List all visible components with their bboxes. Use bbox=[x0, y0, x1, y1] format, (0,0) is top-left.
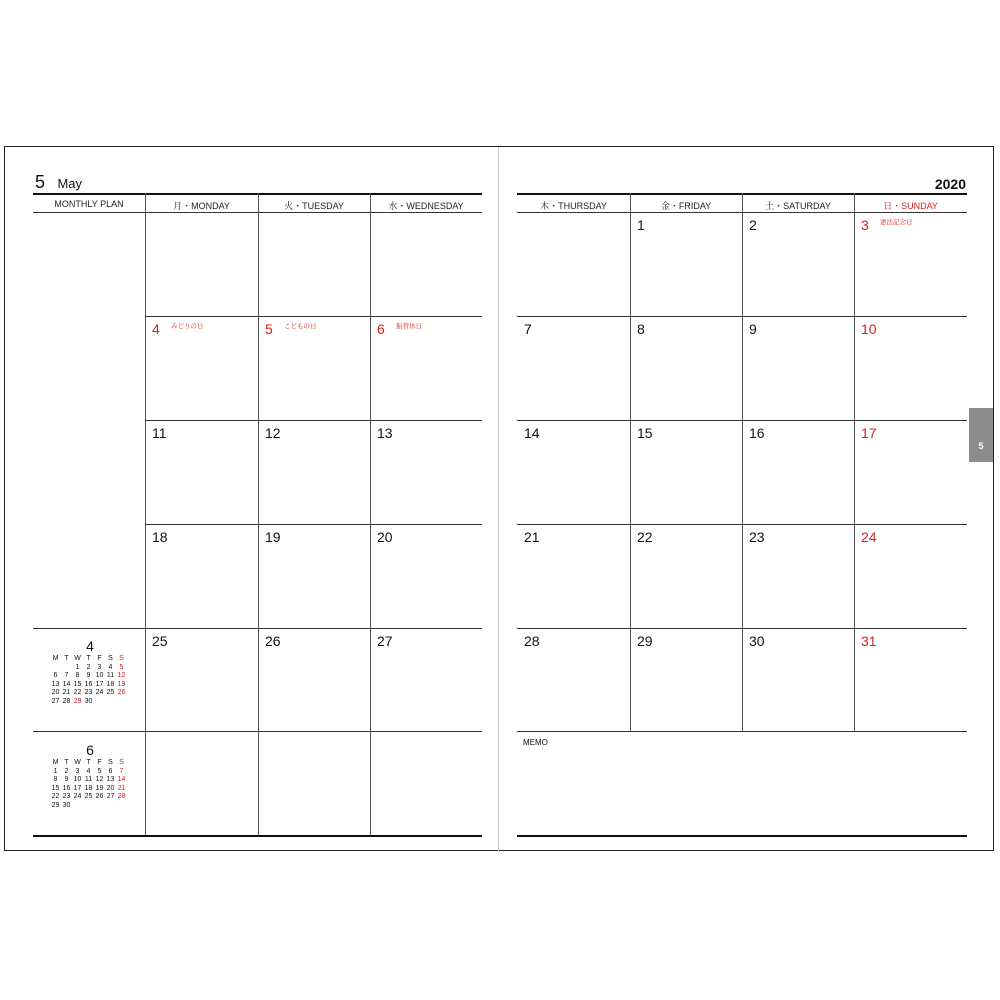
day-cell[interactable] bbox=[742, 524, 854, 628]
day-number: 22 bbox=[637, 529, 653, 545]
day-cell[interactable] bbox=[742, 628, 854, 731]
weekday-header: 土・SATURDAY bbox=[765, 201, 831, 211]
mini-day bbox=[105, 698, 116, 707]
mini-day: 23 bbox=[84, 689, 93, 697]
day-cell[interactable] bbox=[145, 628, 258, 731]
mini-weekday: T bbox=[86, 655, 91, 662]
day-cell[interactable] bbox=[854, 420, 967, 524]
day-cell[interactable] bbox=[517, 212, 630, 316]
month-index-tab[interactable] bbox=[969, 408, 993, 462]
day-number: 7 bbox=[524, 321, 532, 337]
day-cell[interactable] bbox=[145, 731, 258, 835]
mini-day: 6 bbox=[53, 672, 58, 680]
mini-weekday: W bbox=[74, 655, 81, 662]
day-cell[interactable] bbox=[145, 420, 258, 524]
day-cell[interactable] bbox=[742, 316, 854, 420]
mini-day: 30 bbox=[62, 801, 71, 809]
mini-day: 27 bbox=[51, 697, 60, 705]
mini-day: 26 bbox=[95, 793, 104, 801]
mini-day: 29 bbox=[73, 697, 82, 705]
mini-weekday: F bbox=[97, 655, 102, 662]
day-cell[interactable] bbox=[854, 524, 967, 628]
day-number: 20 bbox=[377, 529, 393, 545]
day-cell[interactable] bbox=[370, 731, 482, 835]
day-cell[interactable] bbox=[630, 628, 742, 731]
mini-calendar bbox=[50, 742, 130, 811]
day-cell[interactable] bbox=[517, 316, 630, 420]
mini-day: 12 bbox=[95, 776, 104, 784]
mini-day: 19 bbox=[117, 680, 126, 688]
mini-day bbox=[94, 698, 105, 707]
day-cell[interactable] bbox=[370, 628, 482, 731]
mini-day: 4 bbox=[108, 663, 113, 671]
weekday-header: 金・FRIDAY bbox=[660, 201, 712, 211]
day-cell[interactable] bbox=[854, 316, 967, 420]
mini-weekday: T bbox=[86, 759, 91, 766]
mini-day: 11 bbox=[106, 672, 115, 680]
mini-day: 18 bbox=[106, 680, 115, 688]
plan-divider bbox=[33, 628, 145, 629]
mini-day: 14 bbox=[117, 776, 126, 784]
day-cell[interactable] bbox=[517, 524, 630, 628]
day-number: 1 bbox=[637, 217, 645, 233]
mini-day bbox=[83, 802, 94, 811]
mini-day: 26 bbox=[117, 689, 126, 697]
mini-day: 21 bbox=[117, 784, 126, 792]
plan-divider bbox=[33, 731, 145, 732]
mini-day: 3 bbox=[75, 767, 80, 775]
day-number: 21 bbox=[524, 529, 540, 545]
day-number: 30 bbox=[749, 633, 765, 649]
mini-day: 22 bbox=[51, 793, 60, 801]
day-number: 16 bbox=[749, 425, 765, 441]
mini-day: 13 bbox=[51, 680, 60, 688]
day-cell[interactable] bbox=[370, 420, 482, 524]
mini-day bbox=[72, 802, 83, 811]
mini-day: 7 bbox=[119, 767, 124, 775]
holiday-name: 憲法記念日 bbox=[880, 219, 913, 226]
day-number: 23 bbox=[749, 529, 765, 545]
weekday-header: 日・SUNDAY bbox=[883, 201, 938, 211]
day-cell[interactable] bbox=[258, 212, 370, 316]
day-cell[interactable] bbox=[258, 524, 370, 628]
day-number: 28 bbox=[524, 633, 540, 649]
mini-day: 28 bbox=[62, 697, 71, 705]
mini-day: 4 bbox=[86, 767, 91, 775]
day-number: 5 bbox=[265, 321, 273, 337]
mini-weekday: S bbox=[108, 655, 113, 662]
mini-day: 21 bbox=[62, 689, 71, 697]
mini-day bbox=[105, 802, 116, 811]
mini-weekday: T bbox=[64, 655, 69, 662]
mini-weekday: M bbox=[52, 655, 59, 662]
day-cell[interactable] bbox=[258, 316, 370, 420]
mini-day: 9 bbox=[86, 672, 91, 680]
day-number: 8 bbox=[637, 321, 645, 337]
year-label: 2020 bbox=[934, 176, 966, 192]
day-cell[interactable] bbox=[630, 212, 742, 316]
month-index-tab-label: 5 bbox=[978, 441, 984, 451]
day-cell[interactable] bbox=[370, 212, 482, 316]
day-number: 13 bbox=[377, 425, 393, 441]
mini-calendar-table bbox=[50, 759, 127, 811]
month-number: 5 bbox=[35, 172, 46, 192]
day-number: 17 bbox=[861, 425, 877, 441]
weekday-header: 火・TUESDAY bbox=[284, 201, 344, 211]
weekday-header: 木・THURSDAY bbox=[540, 201, 607, 211]
mini-calendar-table bbox=[50, 655, 127, 707]
month-name: May bbox=[57, 176, 83, 191]
mini-weekday: S bbox=[119, 759, 124, 766]
mini-day: 13 bbox=[106, 776, 115, 784]
day-cell[interactable] bbox=[258, 731, 370, 835]
day-number: 19 bbox=[265, 529, 281, 545]
mini-day: 3 bbox=[97, 663, 102, 671]
mini-day bbox=[50, 664, 61, 673]
mini-day: 19 bbox=[95, 784, 104, 792]
mini-day: 10 bbox=[95, 672, 104, 680]
mini-day: 27 bbox=[106, 793, 115, 801]
day-cell[interactable] bbox=[630, 524, 742, 628]
holiday-name: みどりの日 bbox=[171, 323, 204, 330]
mini-day: 9 bbox=[64, 776, 69, 784]
mini-day: 16 bbox=[62, 784, 71, 792]
mini-day: 16 bbox=[84, 680, 93, 688]
mini-day: 17 bbox=[95, 680, 104, 688]
mini-day: 23 bbox=[62, 793, 71, 801]
mini-day: 18 bbox=[84, 784, 93, 792]
day-cell[interactable] bbox=[854, 212, 967, 316]
day-cell[interactable] bbox=[742, 212, 854, 316]
monthly-plan-header: MONTHLY PLAN bbox=[54, 199, 124, 209]
holiday-name: こどもの日 bbox=[284, 323, 317, 330]
mini-day bbox=[94, 802, 105, 811]
mini-day: 5 bbox=[119, 663, 124, 671]
mini-day: 1 bbox=[53, 767, 58, 775]
memo-label: MEMO bbox=[523, 738, 548, 747]
mini-day: 2 bbox=[64, 767, 69, 775]
mini-day: 2 bbox=[86, 663, 91, 671]
day-cell[interactable] bbox=[370, 316, 482, 420]
right-bottom-rule bbox=[517, 835, 967, 837]
mini-day bbox=[116, 698, 127, 707]
mini-calendar bbox=[50, 638, 130, 707]
mini-weekday: M bbox=[52, 759, 59, 766]
day-number: 27 bbox=[377, 633, 393, 649]
left-bottom-rule bbox=[33, 835, 482, 837]
mini-day bbox=[61, 664, 72, 673]
day-number: 26 bbox=[265, 633, 281, 649]
day-number: 10 bbox=[861, 321, 877, 337]
day-number: 24 bbox=[861, 529, 877, 545]
day-cell[interactable] bbox=[630, 316, 742, 420]
mini-day: 10 bbox=[73, 776, 82, 784]
weekday-header: 水・WEDNESDAY bbox=[388, 201, 464, 211]
mini-day: 15 bbox=[51, 784, 60, 792]
day-cell[interactable] bbox=[145, 316, 258, 420]
mini-day: 14 bbox=[62, 680, 71, 688]
mini-day: 29 bbox=[51, 801, 60, 809]
mini-day: 8 bbox=[75, 672, 80, 680]
day-number: 11 bbox=[152, 425, 167, 441]
weekday-header: 月・MONDAY bbox=[173, 201, 230, 211]
day-number: 31 bbox=[861, 633, 877, 649]
mini-weekday: S bbox=[119, 655, 124, 662]
day-number: 2 bbox=[749, 217, 757, 233]
mini-day: 25 bbox=[106, 689, 115, 697]
page-spine bbox=[498, 147, 499, 851]
day-number: 15 bbox=[637, 425, 653, 441]
mini-day: 24 bbox=[73, 793, 82, 801]
mini-day: 17 bbox=[73, 784, 82, 792]
holiday-name: 振替休日 bbox=[396, 323, 422, 330]
mini-day: 15 bbox=[73, 680, 82, 688]
day-cell[interactable] bbox=[630, 420, 742, 524]
mini-weekday: S bbox=[108, 759, 113, 766]
day-number: 25 bbox=[152, 633, 168, 649]
day-cell[interactable] bbox=[145, 212, 258, 316]
mini-day: 8 bbox=[53, 776, 58, 784]
day-cell[interactable] bbox=[145, 524, 258, 628]
mini-day: 20 bbox=[106, 784, 115, 792]
day-cell[interactable] bbox=[258, 628, 370, 731]
mini-day: 6 bbox=[108, 767, 113, 775]
mini-day: 1 bbox=[75, 663, 80, 671]
day-number: 4 bbox=[152, 321, 160, 337]
mini-day: 7 bbox=[64, 672, 69, 680]
mini-day: 20 bbox=[51, 689, 60, 697]
mini-day: 30 bbox=[84, 697, 93, 705]
memo-area[interactable] bbox=[517, 731, 967, 835]
mini-day: 24 bbox=[95, 689, 104, 697]
mini-day: 11 bbox=[84, 776, 93, 784]
day-cell[interactable] bbox=[517, 628, 630, 731]
day-number: 6 bbox=[377, 321, 385, 337]
mini-day: 28 bbox=[117, 793, 126, 801]
day-cell[interactable] bbox=[854, 628, 967, 731]
mini-day: 22 bbox=[73, 689, 82, 697]
day-number: 12 bbox=[265, 425, 281, 441]
day-cell[interactable] bbox=[370, 524, 482, 628]
mini-weekday: T bbox=[64, 759, 69, 766]
day-number: 14 bbox=[524, 425, 540, 441]
mini-day: 5 bbox=[97, 767, 102, 775]
mini-calendar-month: 6 bbox=[86, 742, 94, 758]
day-number: 3 bbox=[861, 217, 869, 233]
mini-weekday: F bbox=[97, 759, 102, 766]
day-number: 18 bbox=[152, 529, 168, 545]
mini-day: 25 bbox=[84, 793, 93, 801]
day-cell[interactable] bbox=[517, 420, 630, 524]
mini-calendar-month: 4 bbox=[86, 638, 94, 654]
month-title bbox=[35, 172, 82, 193]
day-cell[interactable] bbox=[742, 420, 854, 524]
mini-day bbox=[116, 802, 127, 811]
day-cell[interactable] bbox=[258, 420, 370, 524]
day-number: 29 bbox=[637, 633, 653, 649]
mini-day: 12 bbox=[117, 672, 126, 680]
mini-weekday: W bbox=[74, 759, 81, 766]
day-number: 9 bbox=[749, 321, 757, 337]
